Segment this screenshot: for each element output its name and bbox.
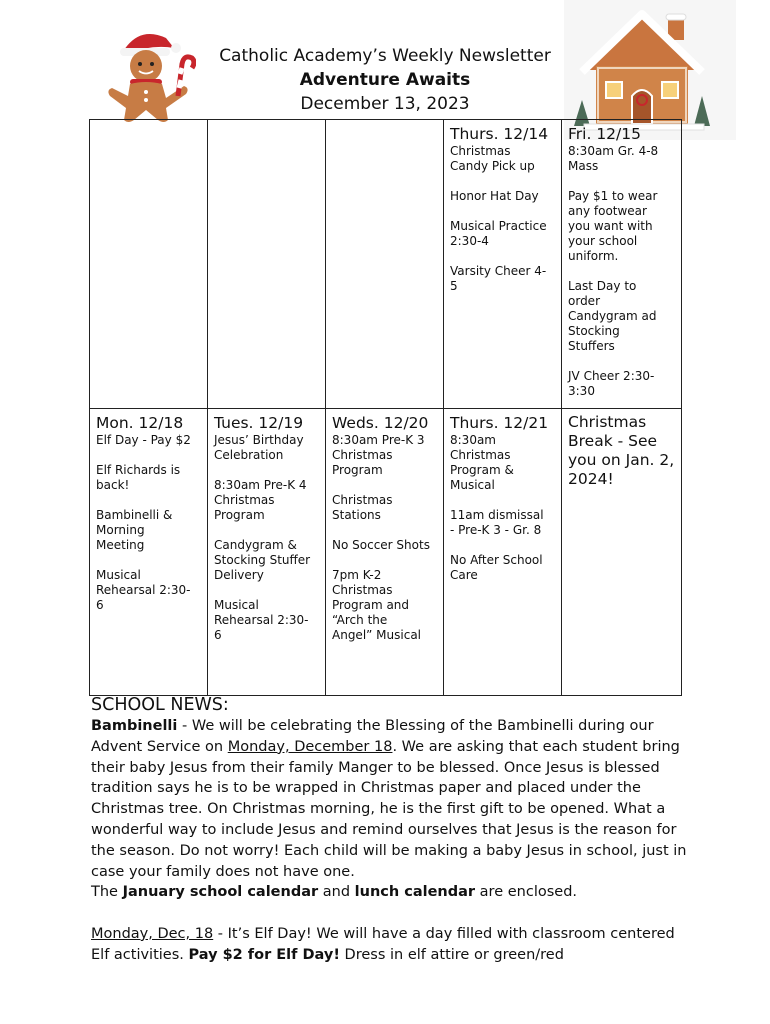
- day-event: Christmas Stations: [332, 493, 393, 522]
- calendar-cell-empty: [326, 120, 444, 409]
- day-heading: Thurs. 12/21: [450, 414, 549, 432]
- day-event: Last Day to order Candygram ad Stocking Stuffers: [568, 279, 657, 353]
- calendar-week-1: [90, 120, 682, 409]
- weekly-calendar: [89, 119, 682, 696]
- paragraph-text: are enclosed.: [475, 884, 578, 901]
- day-event: Elf Day - Pay $2: [96, 433, 191, 447]
- day-event: Honor Hat Day: [450, 189, 539, 203]
- paragraph-text: . We are asking that each student bring their baby Jesus from their family Manger to be blessed. Once Jesus is blessed tradition says he is to be wrapped in Christmas paper and placed under the Christmas tree. On Christmas morning, he is the first gift to be opened. What a wonderful way to include Jesus and remind ourselves that Jesus is the reason for the season. Do not worry! Each child will be making a baby Jesus in school, just in case your family does not have one.: [91, 738, 687, 880]
- paragraph-text: - It’s Elf Day! We will have a day filled with classroom centered Elf activities.: [91, 925, 675, 963]
- calendar-cell-wed-12-20: [326, 409, 444, 696]
- day-event: JV Cheer 2:30- 3:30: [568, 369, 655, 398]
- day-event: Musical Rehearsal 2:30- 6: [96, 568, 191, 612]
- paragraph-text: and: [318, 884, 355, 901]
- date-underlined: Monday, December 18: [227, 738, 393, 755]
- day-event: Bambinelli & Morning Meeting: [96, 508, 173, 552]
- christmas-break-note: Christmas Break - See you on Jan. 2, 2024!: [568, 413, 675, 488]
- day-event: 8:30am Pre-K 4 Christmas Program: [214, 478, 307, 522]
- newsletter-theme: Adventure Awaits: [299, 70, 471, 90]
- calendar-cell-empty: [208, 120, 326, 409]
- bambinelli-label: Bambinelli: [91, 718, 178, 734]
- elf-day-fee: Pay $2 for Elf Day!: [188, 946, 340, 963]
- calendar-cell-empty: [90, 120, 208, 409]
- day-event: Musical Rehearsal 2:30- 6: [214, 598, 309, 642]
- day-event: Elf Richards is back!: [96, 463, 181, 492]
- calendar-enclosed-paragraph: [91, 882, 691, 903]
- paragraph-text: Dress in elf attire or green/red: [339, 946, 564, 963]
- paragraph-text: - We will be celebrating the Blessing of the Bambinelli during our Advent Service on: [91, 718, 654, 755]
- newsletter-title: Catholic Academy’s Weekly Newsletter: [219, 46, 551, 66]
- calendar-cell-fri-12-15: [562, 120, 682, 409]
- elf-day-paragraph: [91, 924, 691, 966]
- day-event: Pay $1 to wear any footwear you want with your school uniform.: [568, 189, 658, 263]
- paragraph-gap: [91, 903, 691, 924]
- newsletter-date: December 13, 2023: [300, 94, 470, 114]
- day-event: Jesus’ Birthday Celebration: [214, 433, 304, 462]
- day-event: Candygram & Stocking Stuffer Delivery: [214, 538, 311, 582]
- lunch-calendar-label: lunch calendar: [354, 884, 476, 901]
- calendar-cell-mon-12-18: [90, 409, 208, 696]
- day-event: Christmas Candy Pick up: [450, 144, 535, 173]
- day-heading: Thurs. 12/14: [450, 125, 549, 143]
- day-heading: Fri. 12/15: [568, 125, 641, 143]
- calendar-cell-tue-12-19: [208, 409, 326, 696]
- newsletter-header: [0, 44, 770, 116]
- day-event: Musical Practice 2:30-4: [450, 219, 547, 248]
- day-heading: Tues. 12/19: [214, 414, 304, 432]
- day-event: 8:30am Gr. 4-8 Mass: [568, 144, 659, 173]
- day-event: 11am dismissal - Pre-K 3 - Gr. 8: [450, 508, 544, 537]
- calendar-week-2: [90, 409, 682, 696]
- paragraph-text: The: [91, 884, 123, 901]
- day-heading: Mon. 12/18: [96, 414, 184, 432]
- calendar-cell-christmas-break: [562, 409, 682, 696]
- day-heading: Weds. 12/20: [332, 414, 429, 432]
- day-event: Varsity Cheer 4- 5: [450, 264, 547, 293]
- school-news-section: [91, 694, 691, 966]
- bambinelli-paragraph: [91, 716, 691, 882]
- date-underlined: Monday, Dec, 18: [91, 925, 214, 942]
- school-calendar-label: January school calendar: [122, 884, 319, 901]
- day-event: 7pm K-2 Christmas Program and “Arch the Angel” Musical: [332, 568, 422, 642]
- day-event: No Soccer Shots: [332, 538, 430, 552]
- calendar-cell-thu-12-21: [444, 409, 562, 696]
- day-event: No After School Care: [450, 553, 543, 582]
- day-event: 8:30am Pre-K 3 Christmas Program: [332, 433, 425, 477]
- day-event: 8:30am Christmas Program & Musical: [450, 433, 514, 492]
- calendar-cell-thu-12-14: [444, 120, 562, 409]
- school-news-heading: SCHOOL NEWS:: [91, 695, 229, 715]
